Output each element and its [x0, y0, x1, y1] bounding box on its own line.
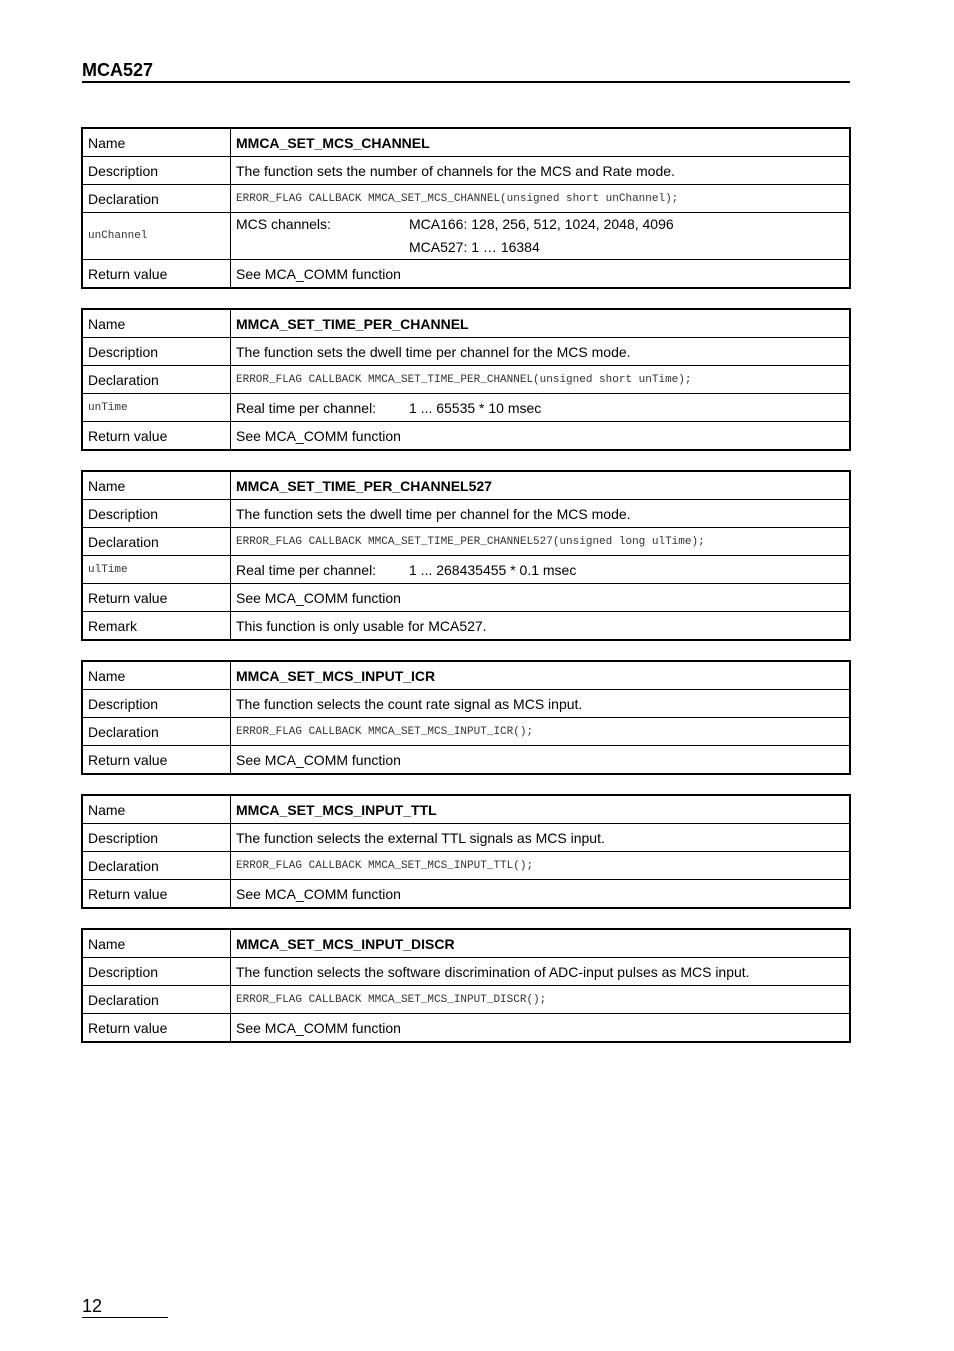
page-footer [82, 1296, 168, 1318]
param-value: 1 ... 268435455 * 0.1 msec [409, 561, 577, 578]
row-label: Name [82, 661, 231, 690]
param-description [231, 213, 851, 260]
function-name: MMCA_SET_MCS_INPUT_ICR [231, 661, 851, 690]
function-declaration: ERROR_FLAG CALLBACK MMCA_SET_TIME_PER_CHANNEL527(unsigned long ulTime); [231, 528, 851, 556]
table-row [82, 852, 850, 880]
function-table [81, 928, 851, 1043]
row-label: Description [82, 338, 231, 366]
row-label: Declaration [82, 185, 231, 213]
page-title: MCA527 [82, 60, 154, 80]
table-row [82, 824, 850, 852]
function-description: The function selects the software discrimination of ADC-input pulses as MCS input. [231, 958, 851, 986]
function-description: The function selects the count rate signal as MCS input. [231, 690, 851, 718]
param-name: ulTime [82, 556, 231, 584]
function-name: MMCA_SET_MCS_CHANNEL [231, 128, 851, 157]
param-description [231, 394, 851, 422]
function-table [81, 308, 851, 451]
table-row [82, 128, 850, 157]
row-label: Declaration [82, 366, 231, 394]
table-row [82, 309, 850, 338]
table-row [82, 795, 850, 824]
function-name: MMCA_SET_MCS_INPUT_TTL [231, 795, 851, 824]
param-value: MCA166: 128, 256, 512, 1024, 2048, 4096 [409, 216, 674, 232]
row-label: Description [82, 157, 231, 185]
row-label: Return value [82, 746, 231, 775]
table-row [82, 185, 850, 213]
table-row [82, 471, 850, 500]
param-key [236, 236, 409, 259]
function-description: The function sets the number of channels for the MCS and Rate mode. [231, 157, 851, 185]
param-name: unTime [82, 394, 231, 422]
param-line [236, 236, 844, 259]
table-row [82, 958, 850, 986]
param-key: MCS channels: [236, 216, 331, 232]
function-declaration: ERROR_FLAG CALLBACK MMCA_SET_MCS_INPUT_TTL(); [231, 852, 851, 880]
param-value: 1 ... 65535 * 10 msec [409, 399, 542, 416]
row-label: Description [82, 690, 231, 718]
table-row [82, 500, 850, 528]
return-value: See MCA_COMM function [231, 422, 851, 451]
table-row [82, 394, 850, 422]
row-label: Name [82, 471, 231, 500]
table-row [82, 157, 850, 185]
table-row [82, 338, 850, 366]
row-label: Name [82, 309, 231, 338]
row-label: Declaration [82, 852, 231, 880]
table-row [82, 1014, 850, 1043]
table-row [82, 213, 850, 260]
param-description [231, 556, 851, 584]
function-name: MMCA_SET_MCS_INPUT_DISCR [231, 929, 851, 958]
function-declaration: ERROR_FLAG CALLBACK MMCA_SET_MCS_INPUT_DISCR(); [231, 986, 851, 1014]
return-value: See MCA_COMM function [231, 584, 851, 612]
return-value: See MCA_COMM function [231, 260, 851, 289]
row-label: Name [82, 795, 231, 824]
function-table [81, 127, 851, 289]
param-value: MCA527: 1 … 16384 [409, 239, 540, 255]
row-label: Description [82, 958, 231, 986]
row-label: Return value [82, 422, 231, 451]
function-name: MMCA_SET_TIME_PER_CHANNEL527 [231, 471, 851, 500]
return-value: See MCA_COMM function [231, 1014, 851, 1043]
function-declaration: ERROR_FLAG CALLBACK MMCA_SET_MCS_INPUT_ICR(); [231, 718, 851, 746]
function-list [81, 127, 851, 1062]
param-line [236, 400, 844, 416]
param-line [236, 213, 844, 236]
function-table [81, 794, 851, 909]
table-row [82, 986, 850, 1014]
row-label: Remark [82, 612, 231, 641]
function-description: The function selects the external TTL signals as MCS input. [231, 824, 851, 852]
row-label: Description [82, 824, 231, 852]
page-number: 12 [82, 1296, 103, 1316]
table-row [82, 880, 850, 909]
table-row [82, 528, 850, 556]
param-key: Real time per channel: [236, 561, 377, 578]
param-line [236, 562, 844, 578]
return-value: See MCA_COMM function [231, 746, 851, 775]
param-key: Real time per channel: [236, 399, 377, 416]
table-row [82, 690, 850, 718]
param-name: unChannel [82, 213, 231, 260]
function-declaration: ERROR_FLAG CALLBACK MMCA_SET_TIME_PER_CHANNEL(unsigned short unTime); [231, 366, 851, 394]
table-row [82, 929, 850, 958]
remark: This function is only usable for MCA527. [231, 612, 851, 641]
row-label: Return value [82, 260, 231, 289]
page-header [82, 58, 850, 83]
row-label: Return value [82, 880, 231, 909]
function-declaration: ERROR_FLAG CALLBACK MMCA_SET_MCS_CHANNEL(unsigned short unChannel); [231, 185, 851, 213]
table-row [82, 422, 850, 451]
table-row [82, 584, 850, 612]
table-row [82, 556, 850, 584]
table-row [82, 260, 850, 289]
function-name: MMCA_SET_TIME_PER_CHANNEL [231, 309, 851, 338]
row-label: Declaration [82, 718, 231, 746]
function-table [81, 660, 851, 775]
function-description: The function sets the dwell time per channel for the MCS mode. [231, 500, 851, 528]
function-description: The function sets the dwell time per channel for the MCS mode. [231, 338, 851, 366]
table-row [82, 661, 850, 690]
row-label: Description [82, 500, 231, 528]
table-row [82, 746, 850, 775]
function-table [81, 470, 851, 641]
row-label: Declaration [82, 528, 231, 556]
return-value: See MCA_COMM function [231, 880, 851, 909]
row-label: Return value [82, 584, 231, 612]
row-label: Name [82, 128, 231, 157]
row-label: Name [82, 929, 231, 958]
table-row [82, 366, 850, 394]
row-label: Declaration [82, 986, 231, 1014]
table-row [82, 718, 850, 746]
table-row [82, 612, 850, 641]
row-label: Return value [82, 1014, 231, 1043]
